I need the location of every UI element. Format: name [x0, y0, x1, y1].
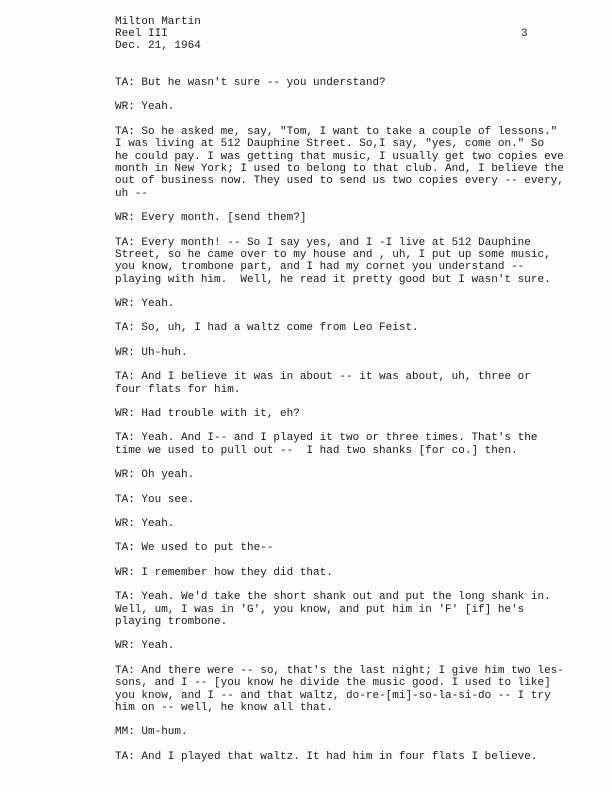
transcript-line: time we used to pull out -- I had two shanks [for co.] then.	[115, 444, 518, 457]
dialogue-paragraph	[115, 542, 595, 554]
transcript-line: TA: You see.	[115, 493, 195, 506]
dialogue-paragraph	[115, 408, 595, 420]
page-number: 3	[521, 28, 528, 40]
transcript-line: out of business now. They used to send us two copies every -- every,	[115, 175, 564, 188]
transcript-line: TA: So, uh, I had a waltz come from Leo Feist.	[115, 322, 419, 335]
dialogue-paragraph	[115, 101, 595, 113]
transcript-line: WR: Yeah.	[115, 517, 175, 530]
reel-label: Reel III	[115, 28, 168, 40]
dialogue-paragraph	[115, 432, 595, 457]
dialogue-paragraph	[115, 347, 595, 359]
transcript-line: WR: Yeah.	[115, 640, 175, 653]
transcript-line: TA: And there were -- so, that's the last night; I give him two les-	[115, 664, 564, 677]
transcript-line: MM: Um-hum.	[115, 726, 188, 739]
dialogue-paragraph	[115, 591, 595, 628]
transcript-line: month in New York; I used to belong to that club. And, I believe the	[115, 162, 564, 175]
transcript-line: playing with him. Well, he read it pretty good but I wasn't sure.	[115, 273, 551, 286]
transcript-line: you know, trombone part, and I had my cornet you understand --	[115, 261, 525, 274]
transcript-line: WR: Every month. [send them?]	[115, 212, 307, 225]
dialogue-paragraph	[115, 518, 595, 530]
dialogue-paragraph	[115, 371, 595, 396]
interview-date: Dec. 21, 1964	[115, 40, 201, 52]
transcript-line: WR: Oh yeah.	[115, 469, 195, 482]
dialogue-paragraph	[115, 322, 595, 334]
transcript-line: TA: We used to put the--	[115, 542, 274, 555]
page-header	[115, 16, 201, 52]
dialogue-paragraph	[115, 665, 595, 715]
transcript-line: TA: Every month! -- So I say yes, and I -I live at 512 Dauphine	[115, 236, 531, 249]
dialogue-paragraph	[115, 469, 595, 481]
transcript-line: uh --	[115, 187, 149, 200]
transcript-line: WR: Uh-huh.	[115, 346, 188, 359]
transcript-line: playing trombone.	[115, 615, 228, 628]
transcript-line: he could pay. I was getting that music, I usually get two copies eve	[115, 150, 564, 163]
transcript-line: TA: Yeah. And I-- and I played it two or three times. That's the	[115, 432, 538, 445]
transcript-line: him on -- well, he know all that.	[115, 701, 333, 714]
transcript-line: WR: Yeah.	[115, 101, 175, 114]
transcript-body	[115, 77, 595, 775]
dialogue-paragraph	[115, 494, 595, 506]
transcript-line: TA: And I believe it was in about -- it was about, uh, three or	[115, 371, 531, 384]
dialogue-paragraph	[115, 751, 595, 763]
transcript-line: sons, and I -- [you know he divide the music good. I used to like]	[115, 677, 551, 690]
dialogue-paragraph	[115, 126, 595, 200]
transcript-line: you know, and I -- and that waltz, do-re-[mi]-so-la-si-do -- I try	[115, 689, 551, 702]
transcript-line: WR: Had trouble with it, eh?	[115, 408, 300, 421]
transcript-line: I was living at 512 Dauphine Street. So,I say, "yes, come on." So	[115, 138, 545, 151]
transcript-line: TA: And I played that waltz. It had him in four flats I believe.	[115, 750, 538, 763]
interviewee-name: Milton Martin	[115, 16, 201, 28]
transcript-line: four flats for him.	[115, 383, 241, 396]
transcript-line: Street, so he came over to my house and , uh, I put up some music,	[115, 248, 551, 261]
dialogue-paragraph	[115, 726, 595, 738]
transcript-line: WR: Yeah.	[115, 298, 175, 311]
dialogue-paragraph	[115, 640, 595, 652]
dialogue-paragraph	[115, 237, 595, 287]
dialogue-paragraph	[115, 567, 595, 579]
dialogue-paragraph	[115, 212, 595, 224]
transcript-line: WR: I remember how they did that.	[115, 566, 333, 579]
dialogue-paragraph	[115, 77, 595, 89]
transcript-line: TA: So he asked me, say, "Tom, I want to take a couple of lessons."	[115, 125, 558, 138]
transcript-line: TA: But he wasn't sure -- you understand?	[115, 77, 386, 89]
transcript-line: Well, um, I was in 'G', you know, and put him in 'F' [if] he's	[115, 603, 525, 616]
transcript-line: TA: Yeah. We'd take the short shank out and put the long shank in.	[115, 591, 551, 604]
dialogue-paragraph	[115, 298, 595, 310]
